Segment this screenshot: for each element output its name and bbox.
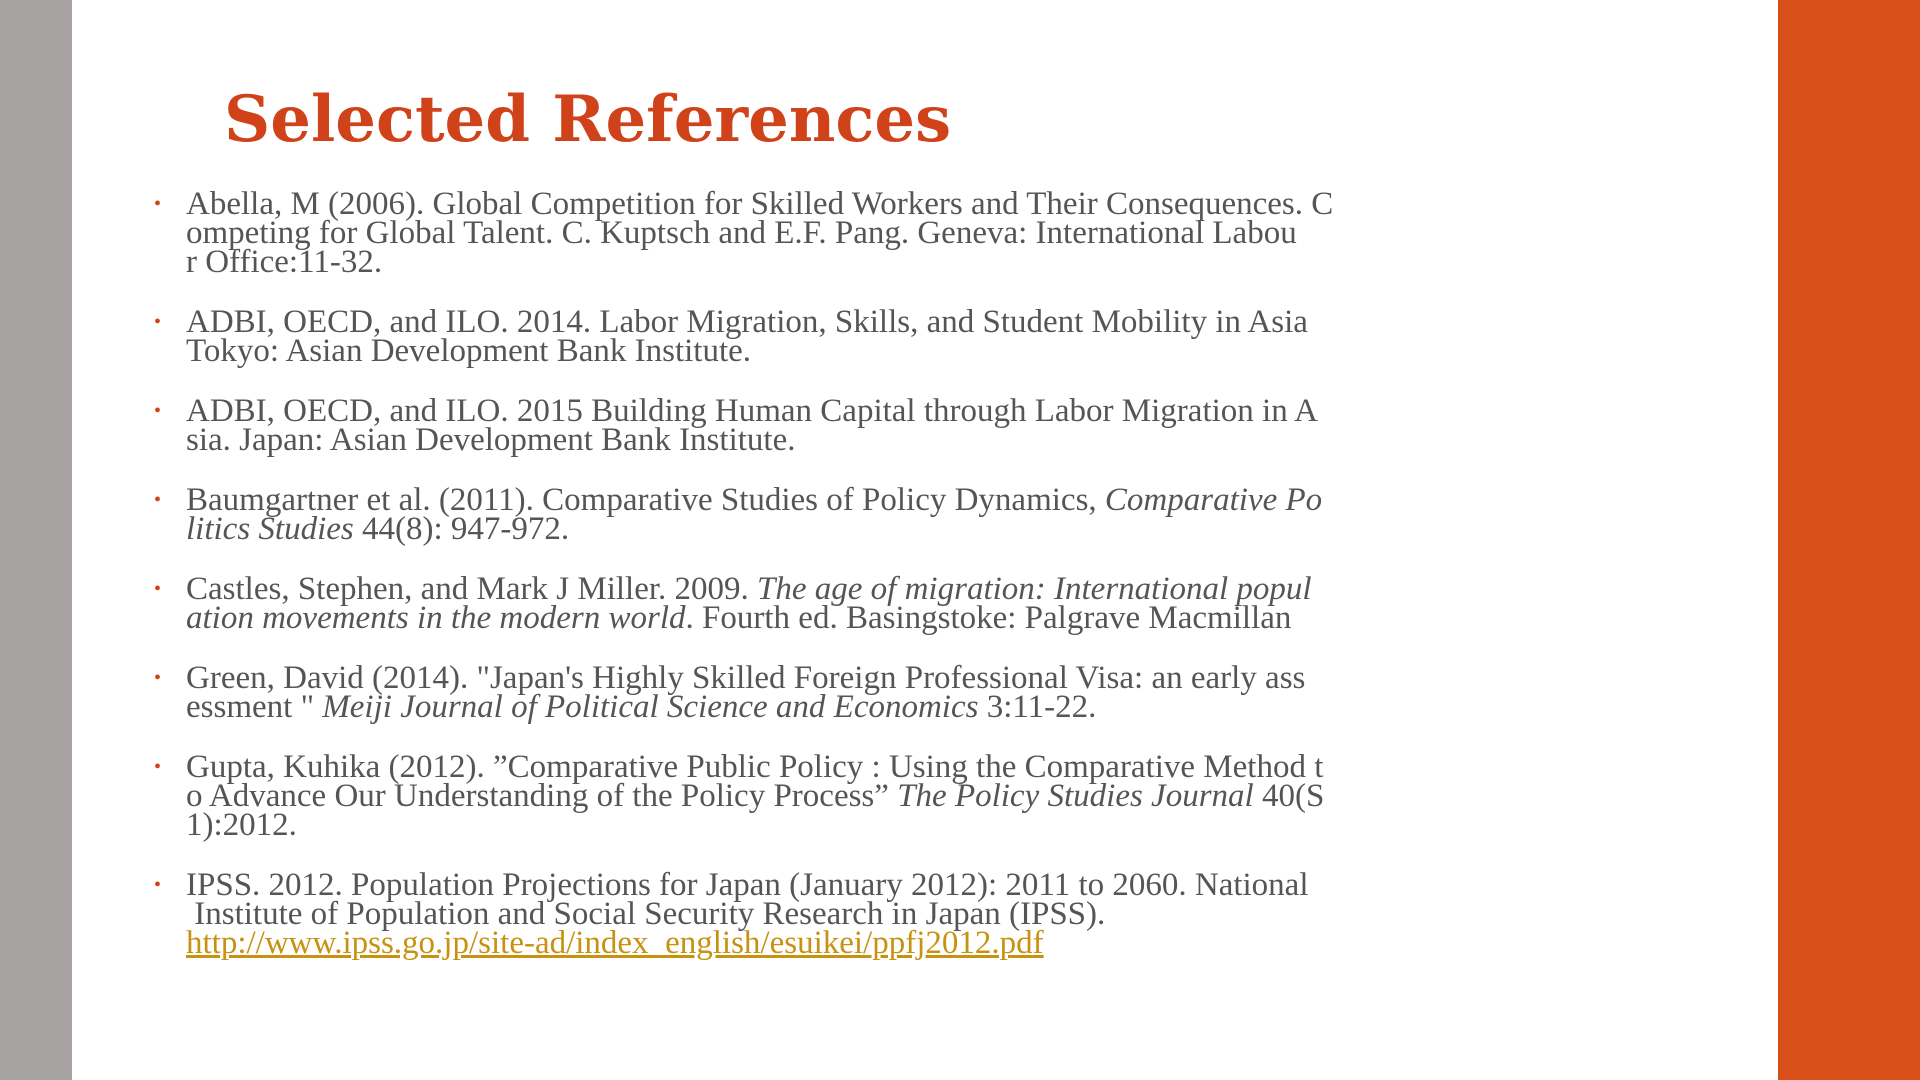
reference-line: Gupta, Kuhika (2012). ”Comparative Public Policy : Using the Comparative Method t <box>186 749 1324 785</box>
book-title: The age of migration: International popul <box>757 571 1312 607</box>
reference-item-gupta <box>150 749 1622 843</box>
slide-title: Selected References <box>224 82 952 157</box>
bullet-icon: • <box>154 756 162 778</box>
bullet-icon: • <box>154 578 162 600</box>
reference-line <box>186 778 1622 814</box>
left-accent-bar <box>0 0 72 1080</box>
reference-line: Abella, M (2006). Global Competition for Skilled Workers and Their Consequences. C <box>186 186 1334 222</box>
reference-item-castles <box>150 571 1622 636</box>
reference-line <box>186 600 1622 636</box>
bullet-icon: • <box>154 667 162 689</box>
reference-line <box>186 689 1622 725</box>
reference-line: ADBI, OECD, and ILO. 2014. Labor Migration, Skills, and Student Mobility in Asia <box>186 304 1308 340</box>
reference-item-green <box>150 660 1622 725</box>
right-accent-bar <box>1778 0 1920 1080</box>
reference-item-baumgartner <box>150 482 1622 547</box>
bullet-icon: • <box>154 874 162 896</box>
reference-line: ADBI, OECD, and ILO. 2015 Building Human Capital through Labor Migration in A <box>186 393 1318 429</box>
reference-line: Tokyo: Asian Development Bank Institute. <box>186 333 752 369</box>
reference-line: Institute of Population and Social Security Research in Japan (IPSS). <box>186 896 1106 932</box>
journal-title: The Policy Studies Journal <box>897 778 1254 814</box>
reference-text: . Fourth ed. Basingstoke: Palgrave Macmillan <box>685 600 1292 636</box>
reference-line <box>186 925 1622 961</box>
reference-text: Castles, Stephen, and Mark J Miller. 2009. <box>186 571 758 607</box>
journal-title: Meiji Journal of Political Science and Economics <box>322 689 979 725</box>
journal-title: litics Studies <box>186 511 354 547</box>
reference-text: 40(S <box>1253 778 1325 814</box>
reference-line: 1):2012. <box>186 807 297 843</box>
bullet-icon: • <box>154 489 162 511</box>
reference-item-abella <box>150 186 1622 280</box>
reference-text: essment " <box>186 689 323 725</box>
bullet-icon: • <box>154 193 162 215</box>
reference-line: sia. Japan: Asian Development Bank Institute. <box>186 422 796 458</box>
reference-item-adbi-2014 <box>150 304 1622 369</box>
reference-list <box>150 186 1622 989</box>
reference-item-ipss <box>150 867 1622 961</box>
bullet-icon: • <box>154 400 162 422</box>
reference-line: Green, David (2014). "Japan's Highly Skilled Foreign Professional Visa: an early ass <box>186 660 1306 696</box>
reference-text: Baumgartner et al. (2011). Comparative Studies of Policy Dynamics, <box>186 482 1105 518</box>
bullet-icon: • <box>154 311 162 333</box>
reference-line <box>186 511 1622 547</box>
journal-title: Comparative Po <box>1104 482 1323 518</box>
reference-line: r Office:11-32. <box>186 244 383 280</box>
reference-item-adbi-2015 <box>150 393 1622 458</box>
ipss-report-link[interactable]: http://www.ipss.go.jp/site-ad/index_english/esuikei/ppfj2012.pdf <box>186 925 1044 961</box>
reference-text: o Advance Our Understanding of the Policy Process” <box>186 778 898 814</box>
reference-text: 3:11-22. <box>978 689 1097 725</box>
reference-text: 44(8): 947-972. <box>353 511 570 547</box>
reference-line: ompeting for Global Talent. C. Kuptsch and E.F. Pang. Geneva: International Labou <box>186 215 1297 251</box>
reference-line: IPSS. 2012. Population Projections for Japan (January 2012): 2011 to 2060. National <box>186 867 1309 903</box>
book-title: ation movements in the modern world <box>186 600 686 636</box>
